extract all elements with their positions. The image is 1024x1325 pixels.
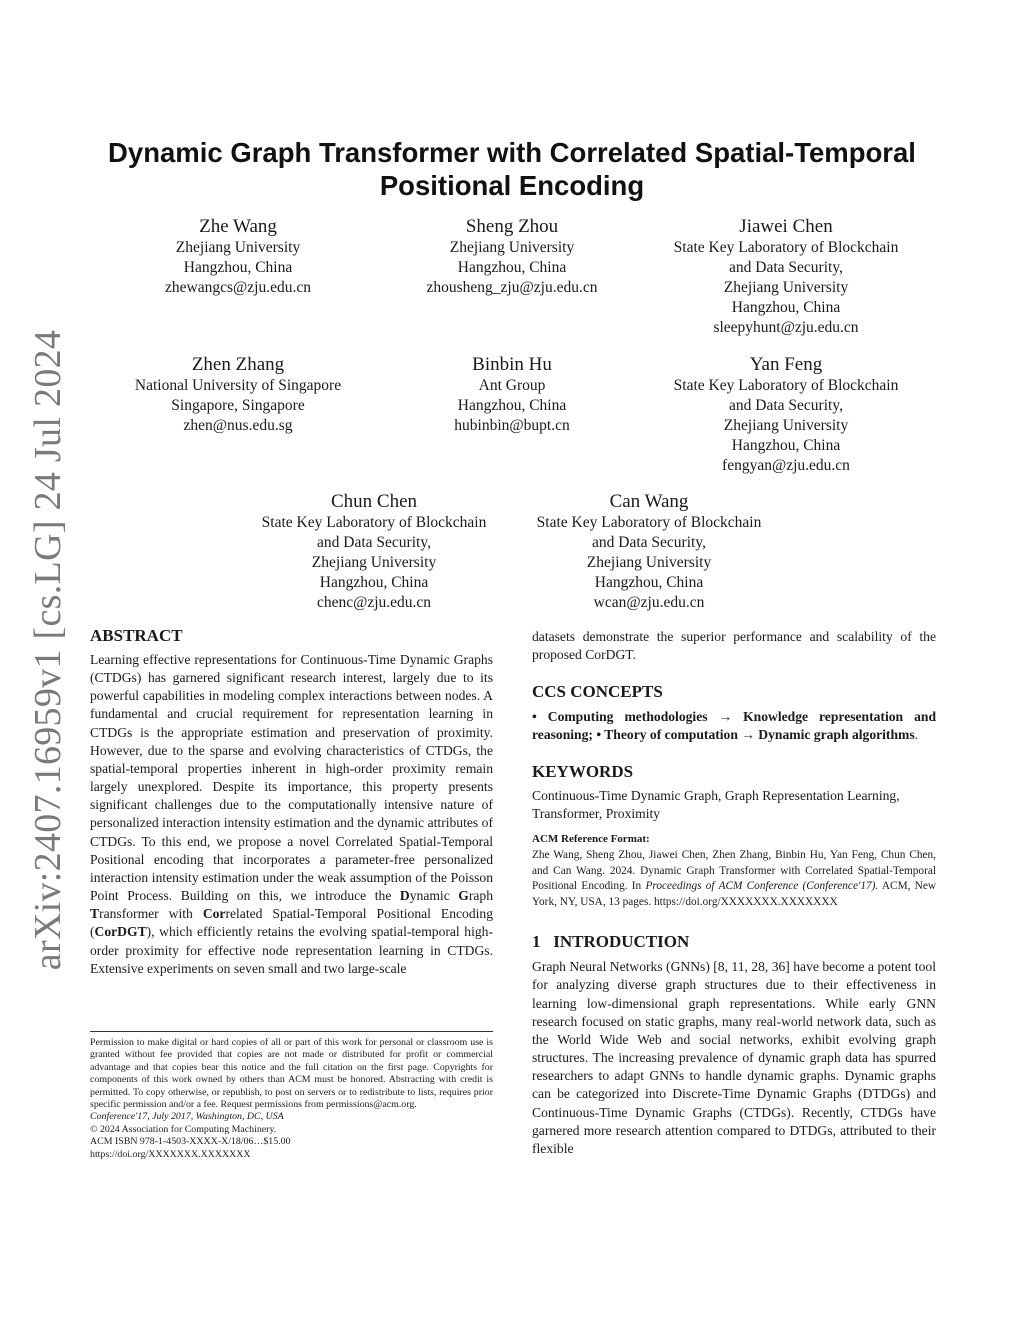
permission-notice xyxy=(90,1037,493,1161)
author-affiliation: Zhejiang University xyxy=(586,554,712,571)
author-block xyxy=(96,216,380,298)
author-location: Hangzhou, China xyxy=(457,259,567,276)
conference-info: Conference'17, July 2017, Washington, DC, USA xyxy=(90,1111,284,1123)
author-affiliation: National University of Singapore xyxy=(134,377,342,394)
author-affiliation: State Key Laboratory of Blockchain xyxy=(673,377,899,394)
abstract-heading: ABSTRACT xyxy=(90,626,183,645)
ccs-heading: CCS CONCEPTS xyxy=(532,682,663,702)
author-block xyxy=(370,354,654,436)
paper-title xyxy=(60,136,964,202)
author-email: chenc@zju.edu.cn xyxy=(316,594,432,611)
author-email: sleepyhunt@zju.edu.cn xyxy=(713,319,859,336)
author-name: Zhe Wang xyxy=(199,216,277,237)
author-name: Zhen Zhang xyxy=(191,354,285,375)
author-block xyxy=(507,491,791,613)
introduction-heading: 1 INTRODUCTION xyxy=(532,932,690,952)
keywords-heading: KEYWORDS xyxy=(532,761,634,781)
doi-link[interactable]: https://doi.org/XXXXXXX.XXXXXXX xyxy=(90,1148,251,1160)
author-name: Can Wang xyxy=(609,491,689,512)
abstract-text: Learning effective representations for Continuous-Time Dynamic Graphs (CTDGs) has garnered significant research interest, largely due to its powerful capabilities in modeling complex interactions between nodes. A fundamental and crucial requirement for representation learning in CTDGs is the appropriate estimation and preservation of proximity. However, due to the sparse and evolving characteristics of CTDGs, the spatial-temporal properties inherent in high-order proximity remain largely unexplored. Despite its importance, this property presents significant challenges due to the computationally intensive nature of personalized interaction intensity estimation and the dynamic attributes of CTDGs. To this end, we propose a novel Correlated Spatial-Temporal Positional encoding that incorporates a parameter-free personalized interaction intensity estimation under the weak assumption of the Poisson Point Process. Building on this, we introduce the Dynamic Graph Transformer with Correlated Spatial-Temporal Positional Encoding (CorDGT), which efficiently retains the evolving spatial-temporal high-order proximity for effective node representation learning in CTDGs. Extensive experiments on seven small and two large-scale xyxy=(90,652,493,976)
author-affiliation: Zhejiang University xyxy=(311,554,437,571)
acm-reference-text: Zhe Wang, Sheng Zhou, Jiawei Chen, Zhen Zhang, Binbin Hu, Yan Feng, Chun Chen, and Can Wang. 2024. Dynamic Graph Transformer with Correlated Spatial-Temporal Positional Encoding. In Proceedings of ACM Conference (Conference'17). ACM, New York, NY, USA, 13 pages. https://doi.org/XXXXXXX.XXXXXXX xyxy=(532,848,937,908)
author-affiliation: and Data Security, xyxy=(729,259,843,276)
author-location: Hangzhou, China xyxy=(731,437,841,454)
author-name: Chun Chen xyxy=(330,491,418,512)
abstract-continued-text: datasets demonstrate the superior performance and scalability of the proposed CorDGT. xyxy=(532,629,936,663)
footnote-divider xyxy=(90,1031,493,1032)
author-location: Hangzhou, China xyxy=(457,397,567,414)
author-email: fengyan@zju.edu.cn xyxy=(722,457,850,474)
author-location: Hangzhou, China xyxy=(594,574,704,591)
title-line-1: Dynamic Graph Transformer with Correlated Spatial-Temporal xyxy=(108,137,916,168)
author-location: Singapore, Singapore xyxy=(171,397,305,414)
author-affiliation: and Data Security, xyxy=(592,534,706,551)
introduction-text: Graph Neural Networks (GNNs) [8, 11, 28, 36] have become a potent tool for analyzing diverse graph structures due to their effectiveness in learning low-dimensional graph representations. While early GNN research focused on static graphs, many real-world network data, such as the World Wide Web and social networks, exhibit evolving graph structures. The increasing prevalence of dynamic graph data has spurred researchers to adapt GNNs to handle dynamic graphs. Dynamic graphs can be categorized into Discrete-Time Dynamic Graphs (DTDGs) and Continuous-Time Dynamic Graphs (CTDGs). Recently, CTDGs have garnered more research attention compared to DTDGs, attributed to their flexible xyxy=(532,959,936,1156)
author-block xyxy=(232,491,516,613)
author-affiliation: State Key Laboratory of Blockchain xyxy=(536,514,762,531)
copyright-line: © 2024 Association for Computing Machinery. xyxy=(90,1123,277,1135)
author-location: Hangzhou, China xyxy=(319,574,429,591)
author-block xyxy=(96,354,380,436)
author-email: hubinbin@bupt.cn xyxy=(454,417,570,434)
author-name: Jiawei Chen xyxy=(739,216,833,237)
title-line-2: Positional Encoding xyxy=(379,170,645,201)
acm-reference-heading: ACM Reference Format: xyxy=(532,832,650,845)
author-email: zhen@nus.edu.sg xyxy=(183,417,293,434)
isbn-line: ACM ISBN 978-1-4503-XXXX-X/18/06…$15.00 xyxy=(90,1136,291,1148)
author-block xyxy=(370,216,654,298)
author-name: Sheng Zhou xyxy=(465,216,559,237)
author-email: wcan@zju.edu.cn xyxy=(593,594,705,611)
author-location: Hangzhou, China xyxy=(731,299,841,316)
author-affiliation: Zhejiang University xyxy=(175,239,301,256)
right-column xyxy=(532,628,936,1158)
arxiv-identifier-stamp: arXiv:2407.16959v1 [cs.LG] 24 Jul 2024 xyxy=(27,329,69,971)
author-email: zhousheng_zju@zju.edu.cn xyxy=(426,279,598,296)
abstract-section xyxy=(90,625,493,978)
author-name: Yan Feng xyxy=(749,354,823,375)
permission-text: Permission to make digital or hard copies of all or part of this work for personal or classroom use is granted without fee provided that copies are not made or distributed for profit or commercial advantage and that copies bear this notice and the full citation on the first page. Copyrights for components of this work owned by others than ACM must be honored. Abstracting with credit is permitted. To copy otherwise, or republish, to post on servers or to redistribute to lists, requires prior specific permission and/or a fee. Request permissions from permissions@acm.org. xyxy=(90,1037,493,1111)
author-affiliation: State Key Laboratory of Blockchain xyxy=(261,514,487,531)
keywords-text: Continuous-Time Dynamic Graph, Graph Representation Learning, Transformer, Proximity xyxy=(532,787,900,821)
author-affiliation: and Data Security, xyxy=(317,534,431,551)
ccs-concepts-text: • Computing methodologies → Knowledge representation and reasoning; • Theory of computation → Dynamic graph algorithms. xyxy=(532,709,936,743)
author-email: zhewangcs@zju.edu.cn xyxy=(165,279,311,296)
author-affiliation: and Data Security, xyxy=(729,397,843,414)
author-affiliation: Ant Group xyxy=(478,377,546,394)
author-affiliation: Zhejiang University xyxy=(449,239,575,256)
author-affiliation: State Key Laboratory of Blockchain xyxy=(673,239,899,256)
author-location: Hangzhou, China xyxy=(183,259,293,276)
author-name: Binbin Hu xyxy=(472,354,552,375)
author-block xyxy=(644,216,928,338)
author-block xyxy=(644,354,928,476)
author-affiliation: Zhejiang University xyxy=(723,279,849,296)
author-affiliation: Zhejiang University xyxy=(723,417,849,434)
